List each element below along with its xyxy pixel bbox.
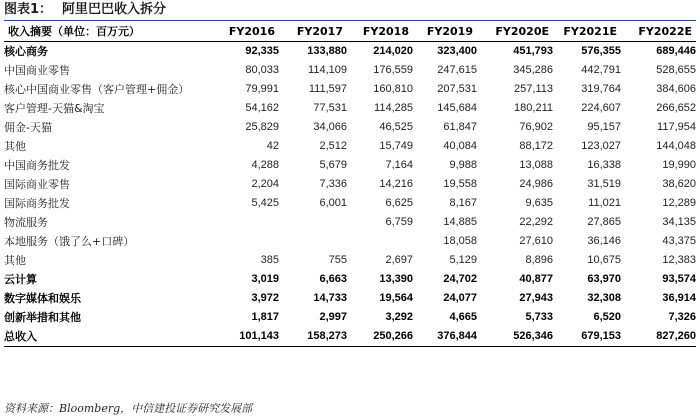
value-cell: 13,088 [519, 159, 553, 171]
value-cell: 76,902 [519, 121, 553, 133]
value-cell: 6,001 [319, 197, 347, 209]
value-cell [347, 232, 413, 251]
value-cell: 376,844 [413, 327, 477, 347]
value-cell: 266,652 [656, 102, 696, 114]
row-label: 核心中国商业零售（客户管理+佣金） [4, 83, 190, 96]
value-cell: 214,020 [373, 45, 413, 57]
table-row [4, 61, 696, 80]
value-cell: 6,625 [385, 197, 413, 209]
header-year-cell: FY2022E [621, 22, 696, 42]
value-cell: 158,273 [279, 327, 347, 347]
row-label: 总收入 [4, 327, 212, 347]
value-cell: 40,084 [443, 140, 477, 152]
table-row [4, 270, 696, 289]
row-label: 国际商业零售 [4, 178, 70, 191]
value-cell: 176,559 [373, 64, 413, 76]
value-cell: 36,146 [587, 235, 621, 247]
value-cell: 3,019 [251, 273, 279, 285]
value-cell: 2,512 [319, 140, 347, 152]
value-cell: 2,697 [385, 254, 413, 266]
value-cell: 11,021 [588, 197, 621, 209]
value-cell: 133,880 [307, 45, 347, 57]
row-label: 客户管理-天猫&淘宝 [4, 102, 105, 115]
value-cell: 180,211 [514, 102, 553, 114]
revenue-table [4, 22, 696, 347]
value-cell: 160,810 [373, 83, 413, 95]
value-cell: 4,288 [251, 159, 279, 171]
value-cell: 63,970 [587, 273, 621, 285]
row-label: 其他 [4, 254, 26, 267]
value-cell: 10,675 [587, 254, 621, 266]
table-row [4, 42, 696, 62]
value-cell: 24,702 [443, 273, 477, 285]
value-cell: 144,048 [656, 140, 696, 152]
value-cell: 19,990 [662, 159, 696, 171]
value-cell: 114,285 [374, 102, 413, 114]
value-cell: 13,390 [379, 273, 413, 285]
value-cell: 80,033 [245, 64, 279, 76]
value-cell: 755 [328, 254, 347, 266]
value-cell: 528,655 [656, 64, 696, 76]
value-cell: 442,791 [581, 64, 621, 76]
value-cell: 12,383 [662, 254, 696, 266]
table-row [4, 308, 696, 327]
value-cell: 5,679 [319, 159, 347, 171]
value-cell: 14,216 [379, 178, 413, 190]
value-cell: 77,531 [313, 102, 347, 114]
value-cell: 7,326 [668, 311, 696, 323]
header-year-cell: FY2019 [413, 22, 477, 42]
value-cell: 5,733 [525, 311, 553, 323]
value-cell: 38,620 [662, 178, 696, 190]
value-cell: 92,335 [245, 45, 279, 57]
header-year-cell: FY2017 [279, 22, 347, 42]
value-cell [212, 213, 279, 232]
table-row [4, 156, 696, 175]
value-cell: 9,988 [449, 159, 477, 171]
value-cell: 16,338 [587, 159, 621, 171]
row-label: 中国商业零售 [4, 64, 70, 77]
value-cell: 36,914 [662, 292, 696, 304]
row-label: 物流服务 [4, 216, 48, 229]
value-cell: 385 [260, 254, 279, 266]
table-row [4, 118, 696, 137]
value-cell: 257,113 [514, 83, 553, 95]
table-row [4, 175, 696, 194]
row-label: 创新举措和其他 [4, 311, 81, 324]
value-cell: 117,954 [657, 121, 696, 133]
value-cell [279, 213, 347, 232]
row-label: 本地服务（饿了么+口碑） [4, 235, 135, 248]
value-cell: 88,172 [519, 140, 553, 152]
row-label: 中国商务批发 [4, 159, 70, 172]
value-cell: 5,129 [449, 254, 477, 266]
value-cell: 19,564 [379, 292, 413, 304]
value-cell: 4,665 [449, 311, 477, 323]
table-row [4, 80, 696, 99]
value-cell: 93,574 [662, 273, 696, 285]
value-cell: 9,635 [525, 197, 553, 209]
row-label: 云计算 [4, 273, 37, 286]
value-cell: 101,143 [212, 327, 279, 347]
value-cell: 14,733 [313, 292, 347, 304]
value-cell: 526,346 [477, 327, 553, 347]
value-cell: 14,885 [443, 216, 477, 228]
value-cell: 12,289 [662, 197, 696, 209]
value-cell: 27,610 [519, 235, 553, 247]
value-cell: 24,077 [443, 292, 477, 304]
value-cell: 123,027 [581, 140, 621, 152]
value-cell: 40,877 [519, 273, 553, 285]
value-cell: 111,597 [308, 83, 347, 95]
table-caption [4, 0, 696, 21]
value-cell: 6,520 [593, 311, 621, 323]
value-cell: 2,997 [319, 311, 347, 323]
value-cell: 79,991 [245, 83, 279, 95]
table-header-row [4, 22, 696, 42]
value-cell: 679,153 [553, 327, 621, 347]
value-cell: 451,793 [513, 45, 553, 57]
value-cell: 6,663 [319, 273, 347, 285]
table-row [4, 137, 696, 156]
value-cell: 114,109 [308, 64, 347, 76]
value-cell: 3,972 [251, 292, 279, 304]
value-cell: 1,817 [251, 311, 279, 323]
table-row [4, 232, 696, 251]
value-cell: 384,606 [656, 83, 696, 95]
value-cell: 345,286 [513, 64, 553, 76]
value-cell: 95,157 [587, 121, 621, 133]
value-cell: 323,400 [437, 45, 477, 57]
header-year-cell: FY2020E [477, 22, 553, 42]
value-cell: 15,749 [379, 140, 413, 152]
table-row [4, 99, 696, 118]
value-cell: 7,336 [319, 178, 347, 190]
row-label: 核心商务 [4, 45, 48, 58]
table-row [4, 327, 696, 347]
table-body [4, 42, 696, 347]
value-cell: 576,355 [581, 45, 621, 57]
value-cell: 18,058 [443, 235, 477, 247]
value-cell: 827,260 [621, 327, 696, 347]
value-cell: 689,446 [656, 45, 696, 57]
value-cell: 19,558 [443, 178, 477, 190]
value-cell: 31,519 [587, 178, 621, 190]
header-year-cell: FY2016 [212, 22, 279, 42]
value-cell: 2,204 [251, 178, 279, 190]
caption-label: 图表1： [4, 2, 53, 17]
value-cell: 27,865 [587, 216, 621, 228]
value-cell: 43,375 [662, 235, 696, 247]
caption-title: 阿里巴巴收入拆分 [62, 2, 167, 17]
value-cell: 32,308 [587, 292, 621, 304]
value-cell: 24,986 [519, 178, 553, 190]
row-label: 佣金-天猫 [4, 121, 52, 134]
value-cell: 207,531 [437, 83, 477, 95]
table-row [4, 251, 696, 270]
value-cell: 145,684 [437, 102, 477, 114]
row-label: 国际商务批发 [4, 197, 70, 210]
value-cell: 8,167 [449, 197, 477, 209]
value-cell: 42 [266, 140, 279, 152]
header-year-cell: FY2018 [347, 22, 413, 42]
value-cell: 34,135 [662, 216, 696, 228]
value-cell: 319,764 [581, 83, 621, 95]
value-cell: 3,292 [385, 311, 413, 323]
row-label: 数字媒体和娱乐 [4, 292, 81, 305]
value-cell: 250,266 [347, 327, 413, 347]
value-cell: 34,066 [313, 121, 347, 133]
value-cell [279, 232, 347, 251]
header-year-cell: FY2021E [553, 22, 621, 42]
table-row [4, 194, 696, 213]
row-label: 其他 [4, 140, 26, 153]
value-cell: 22,292 [519, 216, 553, 228]
value-cell [212, 232, 279, 251]
value-cell: 46,525 [379, 121, 413, 133]
value-cell: 61,847 [443, 121, 477, 133]
value-cell: 7,164 [385, 159, 413, 171]
value-cell: 8,896 [525, 254, 553, 266]
value-cell: 5,425 [251, 197, 279, 209]
source-note: 资料来源：Bloomberg，中信建投证券研究发展部 [4, 402, 253, 415]
header-label-cell: 收入摘要（单位：百万元） [4, 22, 212, 42]
table-row [4, 289, 696, 308]
value-cell: 25,829 [245, 121, 279, 133]
value-cell: 224,607 [581, 102, 621, 114]
value-cell: 27,943 [519, 292, 553, 304]
table-row [4, 213, 696, 232]
value-cell: 6,759 [385, 216, 413, 228]
value-cell: 247,615 [437, 64, 477, 76]
value-cell: 54,162 [245, 102, 279, 114]
